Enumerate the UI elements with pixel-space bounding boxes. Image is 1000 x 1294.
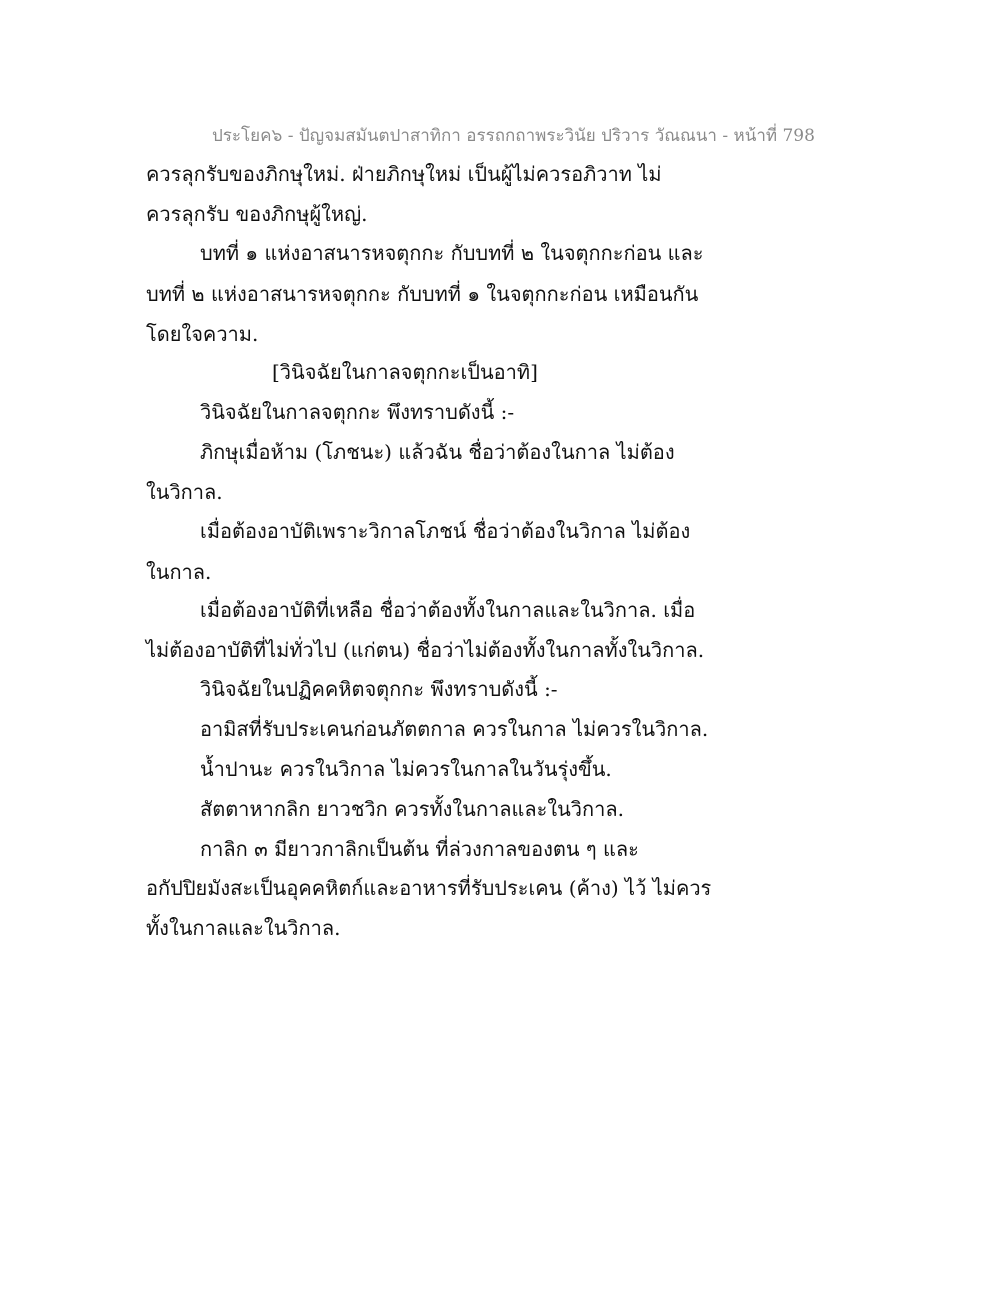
text-line: ควรลุกรับ ของภิกษุผู้ใหญ่. [146, 202, 368, 226]
text-line: กาลิก ๓ มียาวกาลิกเป็นต้น ที่ล่วงกาลของตน ๆ และ [200, 837, 639, 861]
page-header: ประโยค๖ - ปัญจมสมันตปาสาทิกา อรรถกถาพระวินัย ปริวาร วัณณนา - หน้าที่ 798 [212, 126, 815, 146]
text-line: บทที่ ๑ แห่งอาสนารหจตุกกะ กับบทที่ ๒ ในจตุกกะก่อน และ [200, 241, 704, 265]
text-line: น้ำปานะ ควรในวิกาล ไม่ควรในกาลในวันรุ่งขึ้น. [200, 757, 612, 781]
text-line: อามิสที่รับประเคนก่อนภัตตกาล ควรในกาล ไม่ควรในวิกาล. [200, 717, 709, 741]
text-line: วินิจฉัยในปฏิคคหิตจตุกกะ พึงทราบดังนี้ :- [200, 677, 558, 701]
text-line: ทั้งในกาลและในวิกาล. [146, 916, 341, 940]
text-line: โดยใจความ. [146, 322, 259, 346]
text-line: วินิจฉัยในกาลจตุกกะ พึงทราบดังนี้ :- [200, 400, 515, 424]
section-heading: [วินิจฉัยในกาลจตุกกะเป็นอาทิ] [272, 360, 538, 384]
text-line: สัตตาหากลิก ยาวชวิก ควรทั้งในกาลและในวิกาล. [200, 797, 624, 821]
text-line: อกัปปิยมังสะเป็นอุคคหิตก์และอาหารที่รับประเคน (ค้าง) ไว้ ไม่ควร [146, 876, 712, 900]
text-line: ภิกษุเมื่อห้าม (โภชนะ) แล้วฉัน ชื่อว่าต้องในกาล ไม่ต้อง [200, 440, 675, 464]
text-line: ไม่ต้องอาบัติที่ไม่ทั่วไป (แก่ตน) ชื่อว่าไม่ต้องทั้งในกาลทั้งในวิกาล. [146, 638, 705, 662]
text-line: บทที่ ๒ แห่งอาสนารหจตุกกะ กับบทที่ ๑ ในจตุกกะก่อน เหมือนกัน [146, 282, 699, 306]
text-line: ในวิกาล. [146, 480, 223, 504]
text-line: เมื่อต้องอาบัติที่เหลือ ชื่อว่าต้องทั้งในกาลและในวิกาล. เมื่อ [200, 598, 696, 622]
text-line: ควรลุกรับของภิกษุใหม่. ฝ่ายภิกษุใหม่ เป็นผู้ไม่ควรอภิวาท ไม่ [146, 162, 662, 186]
text-line: ในกาล. [146, 560, 212, 584]
text-line: เมื่อต้องอาบัติเพราะวิกาลโภชน์ ชื่อว่าต้องในวิกาล ไม่ต้อง [200, 519, 691, 543]
